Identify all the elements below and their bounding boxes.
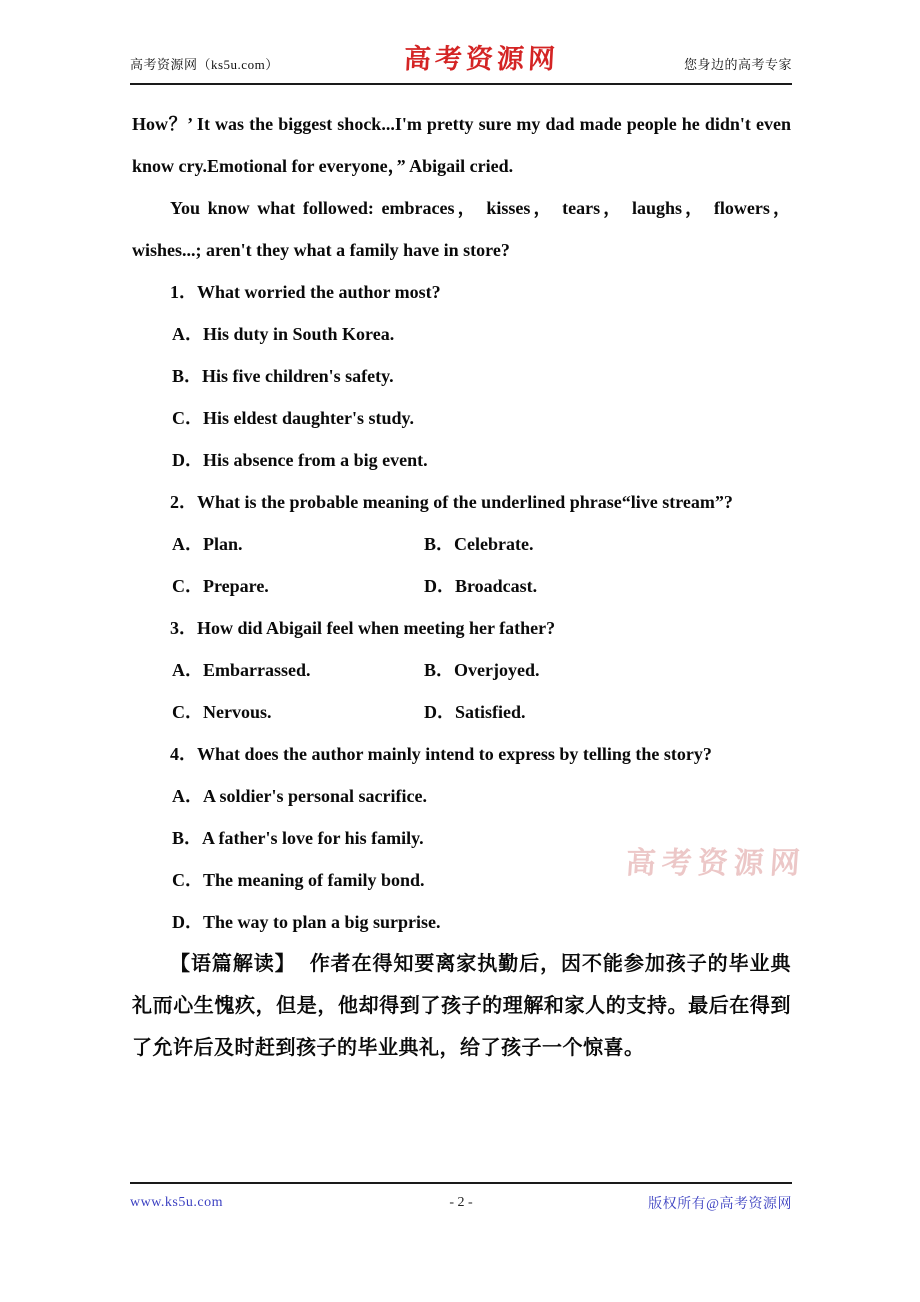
passage-analysis bbox=[132, 943, 791, 1069]
question-4-option-c: C．The meaning of family bond. bbox=[172, 870, 425, 890]
question-2-option-a: A．Plan. bbox=[172, 534, 243, 554]
page-number: - 2 - bbox=[449, 1195, 473, 1210]
question-2-stem: 2．What is the probable meaning of the underlined phrase“live stream”? bbox=[170, 492, 733, 512]
document-body bbox=[132, 103, 791, 1069]
question-3 bbox=[132, 607, 791, 733]
passage-paragraph-1: How？’ It was the biggest shock...I'm pretty sure my dad made people he didn't even know cry.Emotional for everyone，” Abigail cried. bbox=[132, 114, 791, 176]
header-slogan: 您身边的高考专家 bbox=[683, 57, 792, 72]
analysis-label: 【语篇解读】 bbox=[170, 953, 296, 975]
question-1-option-a: A．His duty in South Korea. bbox=[172, 324, 395, 344]
question-1-option-b: B．His five children's safety. bbox=[172, 366, 394, 386]
question-2-option-d: D．Broadcast. bbox=[424, 576, 538, 596]
analysis-text: 作者在得知要离家执勤后，因不能参加孩子的毕业典礼而心生愧疚，但是，他却得到了孩子的理解和家人的支持。最后在得到了允许后及时赶到孩子的毕业典礼，给了孩子一个惊喜。 bbox=[132, 953, 792, 1059]
question-4 bbox=[132, 733, 791, 943]
page-footer bbox=[130, 1182, 792, 1213]
question-3-option-d: D．Satisfied. bbox=[424, 702, 526, 722]
page-header bbox=[130, 46, 792, 85]
question-1-option-c: C．His eldest daughter's study. bbox=[172, 408, 415, 428]
question-2-options-row-2 bbox=[132, 565, 791, 607]
question-2 bbox=[132, 481, 791, 607]
question-3-option-a: A．Embarrassed. bbox=[172, 660, 311, 680]
header-site-name: 高考资源网（ks5u.com） bbox=[130, 57, 279, 72]
question-4-option-d: D．The way to plan a big surprise. bbox=[172, 912, 441, 932]
question-2-options-row-1 bbox=[132, 523, 791, 565]
question-3-options-row-2 bbox=[132, 691, 791, 733]
question-1 bbox=[132, 271, 791, 481]
watermark-text: 高考资源网 bbox=[624, 847, 807, 880]
question-3-stem: 3．How did Abigail feel when meeting her father? bbox=[170, 618, 556, 638]
question-2-option-b: B．Celebrate. bbox=[424, 534, 534, 554]
question-1-option-d: D．His absence from a big event. bbox=[172, 450, 428, 470]
footer-site-url: www.ks5u.com bbox=[130, 1195, 223, 1210]
question-4-stem: 4．What does the author mainly intend to express by telling the story? bbox=[170, 744, 712, 764]
site-logo: 高考资源网 bbox=[403, 44, 560, 74]
question-3-option-b: B．Overjoyed. bbox=[424, 660, 540, 680]
question-3-options-row-1 bbox=[132, 649, 791, 691]
question-4-option-b: B．A father's love for his family. bbox=[172, 828, 424, 848]
question-4-option-a: A．A soldier's personal sacrifice. bbox=[172, 786, 427, 806]
passage-paragraph-2: You know what followed: embraces， kisses， tears， laughs， flowers， wishes...; aren't they what a family have in store? bbox=[132, 198, 791, 260]
footer-copyright: 版权所有@高考资源网 bbox=[648, 1197, 792, 1212]
question-3-option-c: C．Nervous. bbox=[172, 702, 272, 722]
question-2-option-c: C．Prepare. bbox=[172, 576, 269, 596]
question-1-stem: 1．What worried the author most? bbox=[170, 282, 441, 302]
